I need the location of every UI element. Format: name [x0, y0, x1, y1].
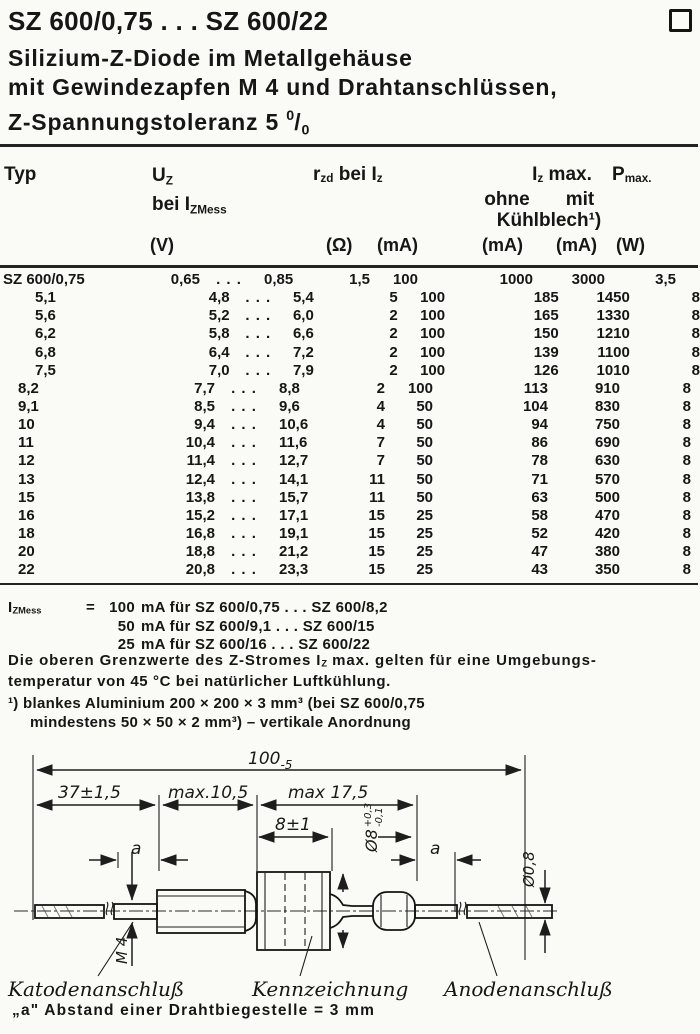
izmess-definition-list: [105, 599, 388, 655]
cell-uz-max: 6,0: [292, 307, 314, 325]
cell-pmax: 8: [682, 379, 691, 397]
cell-typ: SZ 600/0,75: [3, 271, 85, 288]
cell-rzd: 5: [389, 289, 398, 307]
cell-rzd: 15: [368, 561, 385, 579]
cell-uz-dots: . . .: [231, 416, 257, 434]
cell-pmax: 8: [682, 506, 691, 524]
cell-uz-dots: . . .: [231, 488, 257, 506]
cooling-footnote-line1: ¹) blankes Aluminium 200 × 200 × 3 mm³ (bei SZ 600/0,75: [8, 695, 425, 712]
table-body: [0, 271, 700, 579]
table-row: [0, 507, 700, 525]
cell-iz-mit: 690: [594, 434, 620, 452]
cell-uz-dots: . . .: [231, 470, 257, 488]
cell-pmax: 3,5: [655, 271, 676, 288]
izmess-current: 25: [117, 636, 135, 653]
cell-uz-min: 20,8: [185, 561, 215, 579]
cell-iz-ohne: 47: [531, 543, 548, 561]
cell-uz-max: 8,8: [279, 379, 300, 397]
cell-rzd: 15: [368, 506, 385, 524]
cell-typ: 12: [18, 452, 35, 470]
marking-label: Kennzeichnung: [252, 977, 409, 1001]
cell-iz: 25: [416, 524, 433, 542]
cell-iz-mit: 380: [594, 543, 620, 561]
table-row: [0, 434, 700, 452]
table-row: [0, 525, 700, 543]
cell-uz-max: 14,1: [279, 470, 309, 488]
wire-break: [459, 902, 466, 915]
izmess-label: $I_{ZMess}$: [8, 599, 42, 616]
cell-rzd: 15: [368, 524, 385, 542]
cell-typ: 18: [18, 524, 35, 542]
izmess-current: 50: [117, 617, 135, 635]
divider: [0, 583, 698, 585]
cell-uz-min: 0,65: [170, 271, 200, 288]
cell-iz: 100: [420, 343, 446, 361]
cell-uz-min: 8,5: [194, 397, 215, 415]
cell-pmax: 8: [691, 307, 700, 325]
cell-uz-min: 9,4: [194, 416, 215, 434]
cell-iz: 25: [416, 506, 433, 524]
cell-uz-dots: . . .: [245, 343, 272, 361]
cell-iz: 100: [420, 361, 446, 379]
cell-iz: 100: [420, 325, 446, 343]
uz-symbol: $U_Z$: [152, 165, 173, 188]
table-row: [0, 289, 700, 307]
cell-uz-max: 12,7: [279, 452, 309, 470]
cell-uz-min: 7,7: [194, 379, 215, 397]
column-header-pmax: $P_{max.}$: [612, 164, 652, 186]
divider: [0, 265, 698, 268]
cell-uz-max: 11,6: [279, 434, 308, 452]
dim-label-17-5: max 17,5: [288, 783, 369, 803]
cell-uz-min: 7,0: [208, 361, 230, 379]
cell-uz-max: 9,6: [279, 397, 300, 415]
cell-uz-max: 17,1: [279, 506, 309, 524]
cell-uz-dots: . . .: [231, 452, 257, 470]
column-header-uz: [152, 164, 227, 221]
cell-uz-min: 13,8: [185, 488, 215, 506]
cell-typ: 22: [18, 561, 35, 579]
cell-pmax: 8: [682, 561, 691, 579]
cell-iz: 50: [416, 470, 433, 488]
izmess-range: mA für SZ 600/9,1 . . . SZ 600/15: [141, 617, 375, 635]
cell-pmax: 8: [691, 361, 700, 379]
dim-label-a-right: a: [430, 839, 441, 859]
cell-typ: 8,2: [18, 379, 39, 397]
cell-uz-dots: . . .: [231, 561, 257, 579]
cell-typ: 11: [18, 434, 34, 452]
leader-line: [300, 936, 312, 976]
cell-pmax: 8: [682, 543, 691, 561]
column-header-ohne: ohne: [484, 189, 530, 210]
cell-uz-min: 18,8: [185, 543, 215, 561]
cell-pmax: 8: [682, 524, 691, 542]
unit-ohms: (Ω): [326, 235, 353, 255]
cell-uz-min: 12,4: [185, 470, 215, 488]
cell-typ: 16: [18, 506, 35, 524]
cell-uz-dots: . . .: [245, 289, 272, 307]
cell-typ: 6,8: [35, 343, 56, 361]
dim-label-10-5: max.10,5: [168, 783, 249, 803]
cell-typ: 10: [18, 416, 35, 434]
cell-uz-dots: . . .: [231, 506, 257, 524]
cell-uz-max: 19,1: [279, 524, 309, 542]
cell-uz-max: 7,9: [292, 361, 314, 379]
corner-square-icon: [669, 9, 692, 32]
subtitle-line: Z-Spannungstoleranz 5 $^0/_0$: [8, 108, 310, 139]
cell-iz-mit: 1100: [597, 343, 630, 361]
cell-typ: 5,1: [35, 289, 56, 307]
cell-uz-max: 5,4: [292, 289, 314, 307]
cell-iz: 50: [416, 434, 433, 452]
cell-iz-ohne: 126: [533, 361, 559, 379]
izmess-line: [105, 599, 388, 618]
cell-rzd: 2: [389, 361, 398, 379]
cell-pmax: 8: [682, 434, 691, 452]
cell-pmax: 8: [691, 289, 700, 307]
cell-typ: 9,1: [18, 397, 39, 415]
cell-iz-mit: 910: [594, 379, 620, 397]
unit-milliamps: (mA): [556, 235, 597, 255]
cell-uz-dots: . . .: [231, 434, 257, 452]
wire-break: [106, 902, 113, 915]
cell-iz-mit: 470: [594, 506, 620, 524]
cell-iz-ohne: 165: [533, 307, 559, 325]
cell-iz-ohne: 78: [531, 452, 548, 470]
subtitle-line: Silizium-Z-Diode im Metallgehäuse: [8, 45, 413, 71]
izmess-line: [105, 618, 388, 637]
dimension-drawing: [0, 740, 700, 1004]
subtitle-line: mit Gewindezapfen M 4 und Drahtanschlüssen,: [8, 74, 558, 100]
cell-iz-mit: 350: [594, 561, 620, 579]
unit-watts: (W): [616, 235, 645, 255]
limit-note-line2: temperatur von 45 °C bei natürlicher Luftkühlung.: [8, 673, 391, 690]
cell-iz-ohne: 52: [531, 524, 548, 542]
izmess-equals: =: [86, 599, 96, 616]
cell-iz: 25: [416, 561, 433, 579]
dia-body-label: $Ø8^{+0,3}-0,1$: [362, 802, 385, 852]
table-row: [0, 543, 700, 561]
cooling-footnote-line2: mindestens 50 × 50 × 2 mm³) – vertikale Anordnung: [30, 714, 411, 731]
cell-iz-mit: 570: [594, 470, 620, 488]
cell-iz-ohne: 185: [533, 289, 559, 307]
cell-iz: 100: [407, 379, 433, 397]
page-title: SZ 600/0,75 . . . SZ 600/22: [8, 6, 329, 36]
izmess-range: mA für SZ 600/0,75 . . . SZ 600/8,2: [141, 599, 388, 616]
izmess-range: mA für SZ 600/16 . . . SZ 600/22: [141, 636, 371, 653]
cell-rzd: 2: [389, 343, 398, 361]
cell-iz-ohne: 86: [531, 434, 548, 452]
cell-uz-min: 10,4: [185, 434, 215, 452]
cell-iz-ohne: 104: [522, 397, 548, 415]
cell-pmax: 8: [682, 488, 691, 506]
cell-iz-mit: 1450: [596, 289, 630, 307]
thread-label: M 4: [113, 936, 131, 964]
page-subtitle: [8, 44, 557, 145]
table-row: [0, 344, 700, 362]
table-row: [0, 416, 700, 434]
cell-iz-ohne: 94: [531, 416, 548, 434]
cell-uz-min: 15,2: [185, 506, 215, 524]
cell-uz-dots: . . .: [245, 325, 272, 343]
cell-iz-mit: 1210: [596, 325, 630, 343]
cell-pmax: 8: [691, 325, 700, 343]
cell-iz-ohne: 63: [531, 488, 548, 506]
cell-uz-dots: . . .: [245, 307, 272, 325]
leader-line: [479, 922, 497, 976]
unit-volts: (V): [150, 235, 174, 255]
table-row: [0, 325, 700, 343]
divider: [0, 144, 698, 147]
cell-iz-ohne: 150: [533, 325, 559, 343]
cell-uz-max: 0,85: [264, 271, 294, 288]
cell-rzd: 7: [376, 434, 385, 452]
cell-iz-mit: 750: [594, 416, 620, 434]
cell-uz-max: 15,7: [279, 488, 309, 506]
unit-milliamps: (mA): [377, 235, 418, 255]
cell-uz-dots: . . .: [245, 361, 272, 379]
cell-iz-mit: 830: [594, 397, 620, 415]
cell-typ: 7,5: [35, 361, 56, 379]
cell-uz-min: 5,8: [208, 325, 230, 343]
column-header-kuehlblech: Kühlblech¹): [496, 210, 602, 231]
cell-uz-min: 4,8: [208, 289, 230, 307]
cell-iz: 100: [420, 289, 446, 307]
cell-rzd: 7: [376, 452, 385, 470]
cell-uz-min: 11,4: [186, 452, 215, 470]
cell-iz-ohne: 71: [531, 470, 548, 488]
cell-iz: 50: [416, 452, 433, 470]
cell-rzd: 2: [389, 307, 398, 325]
cell-uz-max: 7,2: [292, 343, 314, 361]
table-row: [0, 452, 700, 470]
cell-uz-min: 16,8: [185, 524, 215, 542]
cell-uz-dots: . . .: [231, 524, 257, 542]
cell-iz-mit: 3000: [571, 271, 605, 288]
dim-label-overall: $100_{-5}$: [248, 749, 293, 772]
limit-note-line1: Die oberen Grenzwerte des Z-Stromes $I_Z$ max. gelten für eine Umgebungs-: [8, 652, 597, 669]
table-row: [0, 561, 700, 579]
cell-rzd: 11: [369, 488, 385, 506]
cell-typ: 6,2: [35, 325, 56, 343]
cell-rzd: 11: [369, 470, 385, 488]
cell-iz-ohne: 113: [523, 379, 548, 397]
cell-rzd: 2: [389, 325, 398, 343]
column-header-izmax: $I_z$ max.: [532, 164, 592, 186]
cell-iz-mit: 1010: [596, 361, 630, 379]
dim-label-8: 8±1: [275, 815, 311, 835]
table-row: [0, 471, 700, 489]
cell-iz-mit: 420: [594, 524, 620, 542]
cell-pmax: 8: [682, 397, 691, 415]
table-row: [0, 380, 700, 398]
cell-iz: 100: [420, 307, 446, 325]
column-header-rzd: $r_{zd}$ bei $I_z$: [313, 164, 383, 186]
cell-iz-ohne: 1000: [499, 271, 533, 288]
table-row: [0, 362, 700, 380]
cell-pmax: 8: [682, 470, 691, 488]
cell-iz-ohne: 139: [533, 343, 559, 361]
cell-iz-mit: 630: [594, 452, 620, 470]
cell-uz-dots: . . .: [231, 397, 257, 415]
cell-iz: 50: [416, 416, 433, 434]
cell-typ: 5,6: [35, 307, 56, 325]
dia-wire-label: Ø0,8: [520, 851, 538, 887]
table-row: [0, 398, 700, 416]
cell-iz: 100: [392, 271, 418, 288]
cell-typ: 13: [18, 470, 35, 488]
cell-rzd: 4: [376, 397, 385, 415]
cell-iz-mit: 500: [594, 488, 620, 506]
cell-uz-max: 6,6: [292, 325, 314, 343]
cell-uz-min: 5,2: [208, 307, 230, 325]
column-header-typ: Typ: [4, 164, 37, 185]
cell-uz-dots: . . .: [231, 543, 257, 561]
cell-rzd: 15: [368, 543, 385, 561]
cell-uz-dots: . . .: [216, 271, 242, 288]
table-row: [0, 271, 700, 289]
uz-condition: bei $I_{ZMess}$: [152, 193, 227, 217]
cathode-label: Katodenanschluß: [8, 977, 185, 1001]
unit-milliamps: (mA): [482, 235, 523, 255]
cell-uz-dots: . . .: [231, 379, 257, 397]
cell-pmax: 8: [682, 452, 691, 470]
column-header-mit: mit: [565, 189, 595, 210]
anode-label: Anodenanschluß: [444, 977, 613, 1001]
cell-iz-ohne: 58: [531, 506, 548, 524]
cell-iz-mit: 1330: [596, 307, 630, 325]
cell-iz: 50: [416, 397, 433, 415]
cell-uz-max: 21,2: [279, 543, 309, 561]
table-row: [0, 307, 700, 325]
cell-uz-max: 10,6: [279, 416, 309, 434]
cell-pmax: 8: [691, 343, 700, 361]
cell-pmax: 8: [682, 416, 691, 434]
cell-iz: 50: [416, 488, 433, 506]
cell-iz: 25: [416, 543, 433, 561]
cell-typ: 15: [18, 488, 35, 506]
table-row: [0, 489, 700, 507]
bend-distance-note: „a" Abstand einer Drahtbiegestelle = 3 mm: [12, 1002, 376, 1019]
cell-rzd: 1,5: [349, 271, 370, 288]
izmess-current: 100: [109, 599, 135, 616]
cell-uz-max: 23,3: [279, 561, 309, 579]
cell-iz-ohne: 43: [531, 561, 548, 579]
cell-typ: 20: [18, 543, 35, 561]
cell-rzd: 2: [376, 379, 385, 397]
cell-uz-min: 6,4: [208, 343, 230, 361]
dim-label-37: 37±1,5: [58, 783, 121, 803]
cell-rzd: 4: [376, 416, 385, 434]
dim-label-a-left: a: [131, 839, 142, 859]
